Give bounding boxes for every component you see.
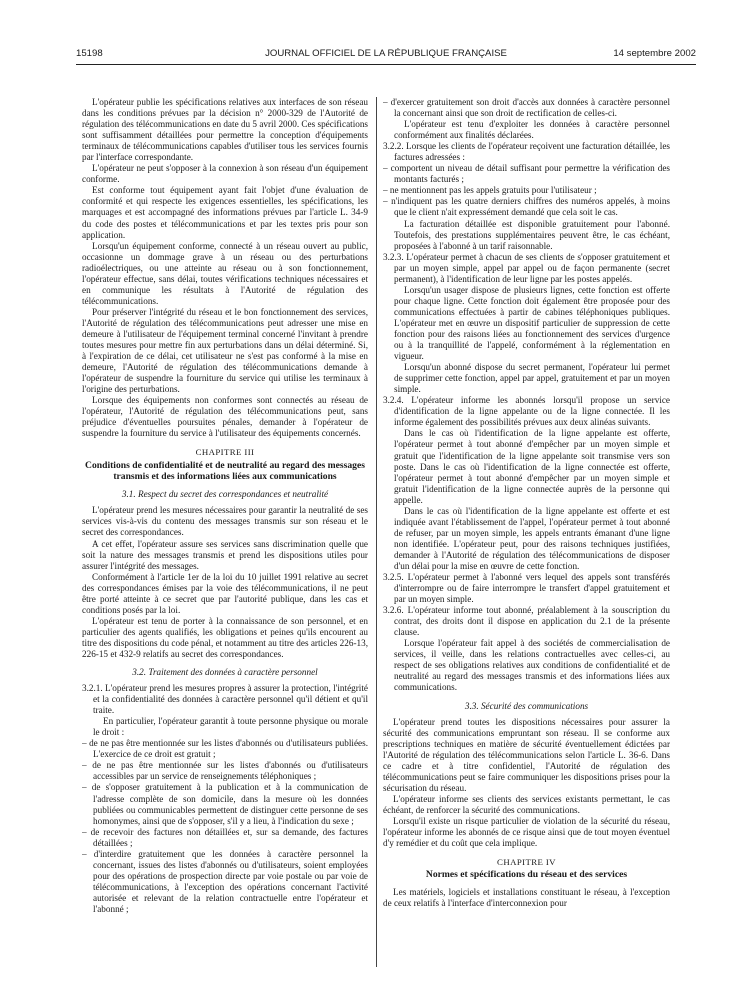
paragraph: L'opérateur informe ses clients des services existants permettant, le cas échéant, de renforcer la sécurité des communications.: [383, 793, 670, 815]
list-item: – ne mentionnent pas les appels gratuits pour l'utilisateur ;: [383, 185, 597, 196]
numbered-clause: 3.2.6. L'opérateur informe tout abonné, préalablement à la souscription du contrat, des droits dont il dispose en application du 2.1 de la présente clause.: [383, 605, 670, 638]
paragraph: Lorsqu'il existe un risque particulier de violation de la sécurité du réseau, l'opérateur informe les abonnés de ce risque ainsi que de tout moyen éventuel d'y remédier et du coût que cela implique.: [383, 816, 670, 849]
list-item: – de ne pas être mentionnée sur les listes d'abonnés ou d'utilisateurs publiées. L'exercice de ce droit est gratuit ;: [82, 738, 368, 760]
paragraph: Est conforme tout équipement ayant fait l'objet d'une évaluation de conformité et qui respecte les exigences essentielles, les spécifications, les marquages et est accompagné des informations prévues par l'article L. 34-9 du code des postes et télécommunications et par les textes pris pour son application.: [82, 185, 368, 240]
column-separator: [376, 97, 377, 967]
paragraph: Pour préserver l'intégrité du réseau et le bon fonctionnement des services, l'Autorité de régulation des télécommunications peut adresser une mise en demeure à l'utilisateur de l'équipement terminal concerné l'invitant à prendre toutes mesures pour mettre fin aux perturbations dans un délai déterminé. Si, à l'expiration de ce délai, cet utilisateur ne s'est pas conformé à la mise en demeure, l'Autorité de régulation des télécommunications demande à l'opérateur de suspendre la fourniture du service qui utilise les terminaux à l'origine des perturbations.: [82, 306, 368, 395]
section-heading: 3.1. Respect du secret des correspondances et neutralité: [121, 489, 329, 500]
list-item: – de s'opposer gratuitement à la publication et à la communication de l'adresse complète de son domicile, dans la mesure où les données publiées ou communicables permettent de distinguer cette personne de ses homonymes, ainsi que de s'opposer, s'il y a lieu, à l'indication du sexe ;: [82, 782, 368, 826]
chapter-heading: CHAPITRE IV: [497, 857, 556, 868]
right-column: [383, 97, 670, 987]
paragraph: Lorsqu'un équipement conforme, connecté à un réseau ouvert au public, occasionne un dommage grave à un réseau ou des perturbations radioélectriques, ou une atteinte au réseau ou à son fonctionnement, l'opérateur effectue, sans délai, toutes vérifications techniques nécessaires et en communique les résultats à l'Autorité de régulation des télécommunications.: [82, 240, 368, 306]
paragraph: L'opérateur est tenu d'exploiter les données à caractère personnel conformément aux finalités déclarées.: [394, 119, 670, 141]
page-number: 15198: [76, 48, 103, 59]
paragraph: L'opérateur prend les mesures nécessaires pour garantir la neutralité de ses services vis-à-vis du contenu des messages transmis sur son réseau et le secret des correspondances.: [82, 505, 368, 538]
paragraph: Lorsque l'opérateur fait appel à des sociétés de commercialisation de services, il veille, dans les relations contractuelles avec celles-ci, au respect de ses obligations relatives aux conditions de confidentialité et de neutralité au regard des messages transmis et des informations liées aux communications.: [394, 638, 670, 693]
paragraph: L'opérateur publie les spécifications relatives aux interfaces de son réseau dans les conditions prévues par la décision n° 2000-329 de l'Autorité de régulation des télécommunications en date du 5 avril 2000. Ces spécifications sont suffisamment détaillées pour permettre la conception d'équipements terminaux de télécommunications capables d'utiliser tous les services fournis par l'interface correspondante.: [82, 97, 368, 163]
numbered-clause: 3.2.1. L'opérateur prend les mesures propres à assurer la protection, l'intégrité et la confidentialité des données à caractère personnel qu'il détient et qu'il traite.: [82, 683, 368, 716]
list-item: – n'indiquent pas les quatre derniers chiffres des numéros appelés, à moins que le client n'ait expressément demandé que cela soit le cas.: [383, 196, 670, 218]
numbered-clause: 3.2.5. L'opérateur permet à l'abonné vers lequel des appels sont transférés d'interrompre ou de faire interrompre le transfert d'appel gratuitement et par un moyen simple.: [383, 572, 670, 605]
paragraph: Les matériels, logiciels et installations constituant le réseau, à l'exception de ceux relatifs à l'interface d'interconnexion pour: [383, 886, 670, 908]
paragraph: Conformément à l'article 1er de la loi du 10 juillet 1991 relative au secret des correspondances émises par la voie des télécommunications, il ne peut être porté atteinte à ce secret que par l'autorité publique, dans les cas et conditions posés par la loi.: [82, 571, 368, 615]
chapter-heading: CHAPITRE III: [195, 447, 255, 458]
paragraph: Lorsque des équipements non conformes sont connectés au réseau de l'opérateur, l'Autorité de régulation des télécommunications peut, sans préjudice d'éventuelles poursuites pénales, demander à l'opérateur de suspendre la fourniture du service à l'utilisateur des équipements concernés.: [82, 395, 368, 439]
list-item: – de ne pas être mentionnée sur les listes d'abonnés ou d'utilisateurs accessibles par un service de renseignements téléphoniques ;: [82, 760, 368, 782]
chapter-title: Conditions de confidentialité et de neutralité au regard des messages transmis et des informations liées aux communications: [85, 459, 365, 482]
paragraph: Dans le cas où l'identification de la ligne appelante est offerte et est indiquée avant l'établissement de l'appel, l'opérateur permet à tout abonné de refuser, par un moyen simple, les appels entrants émanant d'une ligne non identifiée. L'opérateur peut, pour des raisons techniques justifiées, demander à l'Autorité de régulation des télécommunications de disposer d'un délai pour la mise en œuvre de cette fonction.: [394, 505, 670, 571]
left-column: [82, 97, 368, 967]
section-heading: 3.2. Traitement des données à caractère personnel: [132, 667, 318, 678]
journal-title: JOURNAL OFFICIEL DE LA RÉPUBLIQUE FRANÇAISE: [265, 48, 507, 59]
section-heading: 3.3. Sécurité des communications: [464, 700, 589, 711]
paragraph: A cet effet, l'opérateur assure ses services sans discrimination quelle que soit la nature des messages transmis et prend les dispositions utiles pour assurer l'intégrité des messages.: [82, 538, 368, 571]
numbered-clause: 3.2.4. L'opérateur informe les abonnés lorsqu'il propose un service d'identification de la ligne appelante ou de la ligne connectée. Il les informe également des possibilités prévues aux deux alinéas suivants.: [383, 395, 670, 428]
paragraph: En particulier, l'opérateur garantit à toute personne physique ou morale le droit :: [93, 716, 368, 738]
numbered-clause: 3.2.3. L'opérateur permet à chacun de ses clients de s'opposer gratuitement et par un moyen simple, appel par appel ou de façon permanente (secret permanent), à l'identification de leur ligne par les postes appelés.: [383, 251, 670, 284]
header-rule: [76, 64, 696, 65]
paragraph: L'opérateur prend toutes les dispositions nécessaires pour assurer la sécurité des communications empruntant son réseau. Il se conforme aux prescriptions techniques en matière de sécurité éventuellement édictées par l'Autorité de régulation des télécommunications selon l'article L. 36-6. Dans ce cadre et à titre confidentiel, l'Autorité de régulation des télécommunications peut se faire communiquer les dispositions prises pour la sécurisation du réseau.: [383, 716, 670, 793]
paragraph: Lorsqu'un abonné dispose du secret permanent, l'opérateur lui permet de supprimer cette fonction, appel par appel, gratuitement et par un moyen simple.: [394, 362, 670, 395]
paragraph: La facturation détaillée est disponible gratuitement pour l'abonné. Toutefois, des prestations supplémentaires peuvent être, le cas échéant, proposées à l'abonné à un tarif raisonnable.: [394, 218, 670, 251]
issue-date: 14 septembre 2002: [613, 48, 696, 59]
chapter-title: Normes et spécifications du réseau et des services: [425, 869, 628, 881]
list-item: – d'exercer gratuitement son droit d'accès aux données à caractère personnel la concernant ainsi que son droit de rectification de celles-ci.: [383, 97, 670, 119]
page-header: [76, 48, 696, 62]
paragraph: Dans le cas où l'identification de la ligne appelante est offerte, l'opérateur permet à tout abonné d'empêcher par un moyen simple et gratuit que l'identification de la ligne appelante soit transmise vers son poste. Dans le cas où l'identification de la ligne connectée est offerte, l'opérateur permet à tout abonné d'empêcher par un moyen simple et gratuit l'identification de la ligne connectée auprès de la personne qui appelle.: [394, 428, 670, 505]
numbered-clause: 3.2.2. Lorsque les clients de l'opérateur reçoivent une facturation détaillée, les factures adressées :: [383, 141, 670, 163]
paragraph: L'opérateur est tenu de porter à la connaissance de son personnel, et en particulier des agents qualifiés, les obligations et peines qu'ils encourent au titre des dispositions du code pénal, et notamment au titre des articles 226-13, 226-15 et 432-9 relatifs au secret des correspondances.: [82, 615, 368, 659]
list-item: – de recevoir des factures non détaillées et, sur sa demande, des factures détaillées ;: [82, 826, 368, 848]
paragraph: L'opérateur ne peut s'opposer à la connexion à son réseau d'un équipement conforme.: [82, 163, 368, 185]
list-item: – comportent un niveau de détail suffisant pour permettre la vérification des montants facturés ;: [383, 163, 670, 185]
list-item: – d'interdire gratuitement que les données à caractère personnel la concernant, issues des listes d'abonnés ou d'utilisateurs, soient employées pour des opérations de prospection directe par voie postale ou par voie de télécommunications, à l'exception des opérations concernant l'activité autorisée et relevant de la relation contractuelle entre l'opérateur et l'abonné ;: [82, 848, 368, 914]
paragraph: Lorsqu'un usager dispose de plusieurs lignes, cette fonction est offerte pour chaque ligne. Cette fonction doit également être proposée pour des communications effectuées à partir de cabines téléphoniques publiques. L'opérateur met en œuvre un dispositif particulier de suppression de cette fonction pour des raisons liées au fonctionnement des services d'urgence ou à la tranquillité de l'appelé, conformément à la réglementation en vigueur.: [394, 284, 670, 362]
